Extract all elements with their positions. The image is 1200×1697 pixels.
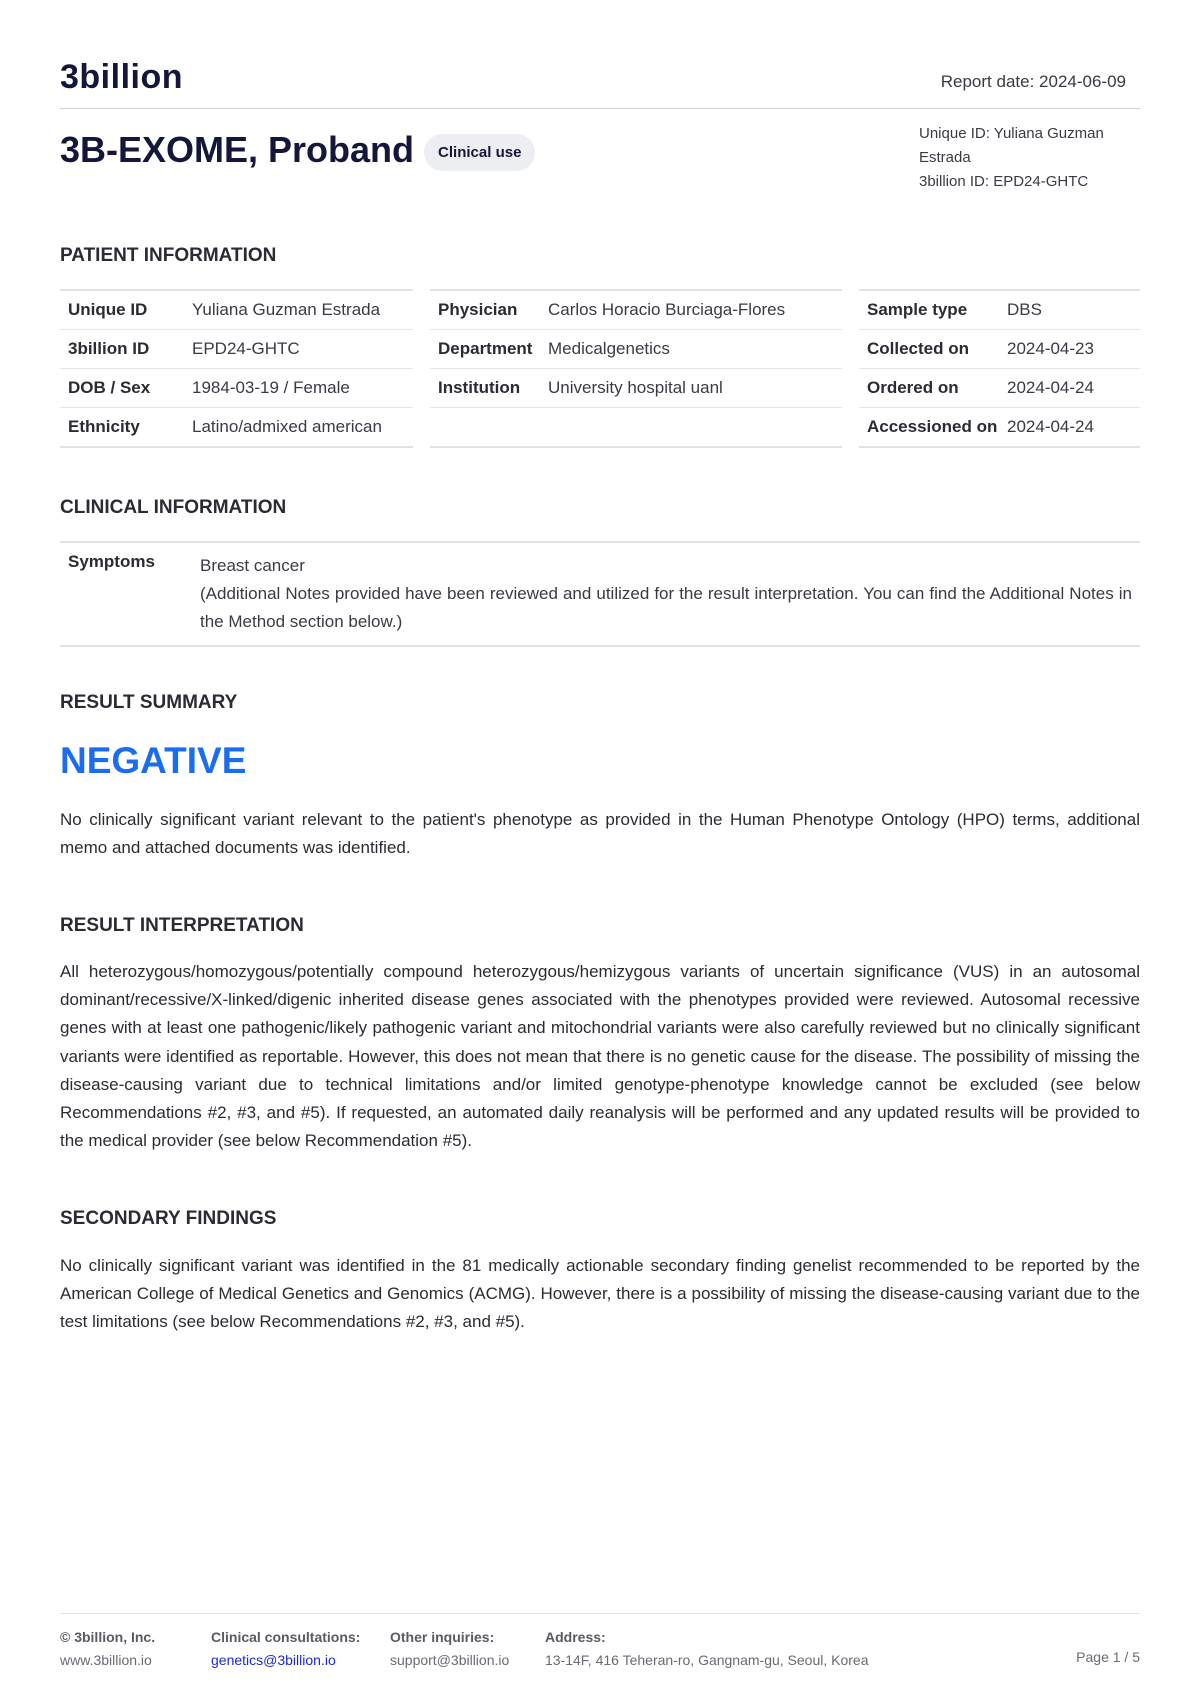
field-value: 2024-04-24 [1007,378,1094,397]
field-label: Physician [438,300,518,319]
result-status: NEGATIVE [60,740,247,781]
address-label: Address: [545,1629,606,1645]
field-value: University hospital uanl [548,378,723,397]
table-row [859,408,1140,446]
field-value: Medicalgenetics [548,339,670,358]
secondary-findings-text: No clinically significant variant was identified in the 81 medically actionable secondary finding genelist recommended to be reported by the American College of Medical Genetics and Genomics (ACMG). However, there is a possibility of missing the disease-causing variant due to the test limitations (see below Recommendations #2, #3, and #5). [60,1256,1140,1332]
field-value: DBS [1007,300,1042,319]
field-value: EPD24-GHTC [192,339,300,358]
field-label: Unique ID [68,300,148,319]
title-row [60,128,535,171]
field-value: 2024-04-24 [1007,417,1094,436]
table-row [430,330,842,369]
page-number: Page 1 / 5 [1076,1649,1140,1665]
footer-address [545,1626,869,1672]
table-row [60,369,413,408]
field-value: Yuliana Guzman Estrada [192,300,381,319]
field-label: Ordered on [867,378,959,397]
field-value: 2024-04-23 [1007,339,1094,358]
clinical-use-badge: Clinical use [424,134,535,171]
field-label: Institution [438,378,521,397]
table-row [430,369,842,408]
table-row [859,330,1140,369]
clinical-information-table [60,541,1140,647]
consultations-email-link[interactable]: genetics@3billion.io [211,1652,336,1668]
footer-company [60,1626,155,1672]
symptoms-text: Breast cancer [200,556,305,575]
unique-id-line-continued: Estrada [919,149,971,166]
result-interpretation-heading: RESULT INTERPRETATION [60,915,304,936]
clinical-information-heading: CLINICAL INFORMATION [60,497,287,518]
consultations-label: Clinical consultations: [211,1629,361,1645]
field-label: Sample type [867,300,968,319]
field-label: Accessioned on [867,417,998,436]
result-interpretation-text: All heterozygous/homozygous/potentially compound heterozygous/hemizygous variants of uncertain significance (VUS) in an autosomal dominant/recessive/X-linked/digenic inherited disease genes associated with the phenotypes provided were reviewed. Autosomal recessive genes with at least one pathogenic/likely pathogenic variant and mitochondrial variants were also carefully reviewed but no clinically significant variants were identified as reportable. However, this does not mean that there is no genetic cause for the disease. The possibility of missing the disease-causing variant due to technical limitations and/or limited genotype-phenotype knowledge cannot be excluded (see below Recommendations #2, #3, and #5). If requested, an automated daily reanalysis will be performed and any updated results will be provided to the medical provider (see below Recommendation #5). [60,962,1140,1151]
field-label: Ethnicity [68,417,140,436]
field-label: Collected on [867,339,970,358]
field-label: DOB / Sex [68,378,151,397]
inquiries-label: Other inquiries: [390,1629,495,1645]
footer-divider [60,1613,1140,1614]
table-row [60,330,413,369]
billion-id-line: 3billion ID: EPD24-GHTC [919,173,1089,190]
symptoms-value [200,552,1132,636]
website-link[interactable]: www.3billion.io [60,1652,152,1668]
table-row [430,408,842,446]
footer-consultations [211,1626,360,1672]
table-row [60,408,413,446]
inquiries-email[interactable]: support@3billion.io [390,1652,510,1668]
footer-inquiries [390,1626,509,1672]
table-row [60,291,413,330]
unique-id-line: Unique ID: Yuliana Guzman [919,125,1104,142]
secondary-findings-heading: SECONDARY FINDINGS [60,1208,277,1229]
result-summary-heading: RESULT SUMMARY [60,692,238,713]
report-page [60,0,1140,1697]
field-value: 1984-03-19 / Female [192,378,350,397]
patient-table [60,289,413,448]
address-text: 13-14F, 416 Teheran-ro, Gangnam-gu, Seoul, Korea [545,1652,869,1668]
field-value: Carlos Horacio Burciaga-Flores [548,300,786,319]
symptoms-label: Symptoms [68,552,155,571]
additional-notes: (Additional Notes provided have been reviewed and utilized for the result interpretation. You can find the Additional Notes in the Method section below.) [200,584,1132,631]
report-title: 3B-EXOME, Proband [60,128,415,170]
company-name: © 3billion, Inc. [60,1629,156,1645]
field-label: Department [438,339,533,358]
sample-table [859,289,1140,448]
result-summary-text: No clinically significant variant relevant to the patient's phenotype as provided in the Human Phenotype Ontology (HPO) terms, additional memo and attached documents was identified. [60,810,1140,858]
table-row [859,369,1140,408]
patient-information-heading: PATIENT INFORMATION [60,245,277,266]
field-label: 3billion ID [68,339,150,358]
header-divider [60,108,1140,109]
provider-table [430,289,842,448]
company-logo: 3billion [60,58,183,96]
table-row [430,291,842,330]
field-value: Latino/admixed american [192,417,382,436]
report-date: Report date: 2024-06-09 [940,72,1126,91]
report-ids [919,122,1139,194]
table-row [859,291,1140,330]
